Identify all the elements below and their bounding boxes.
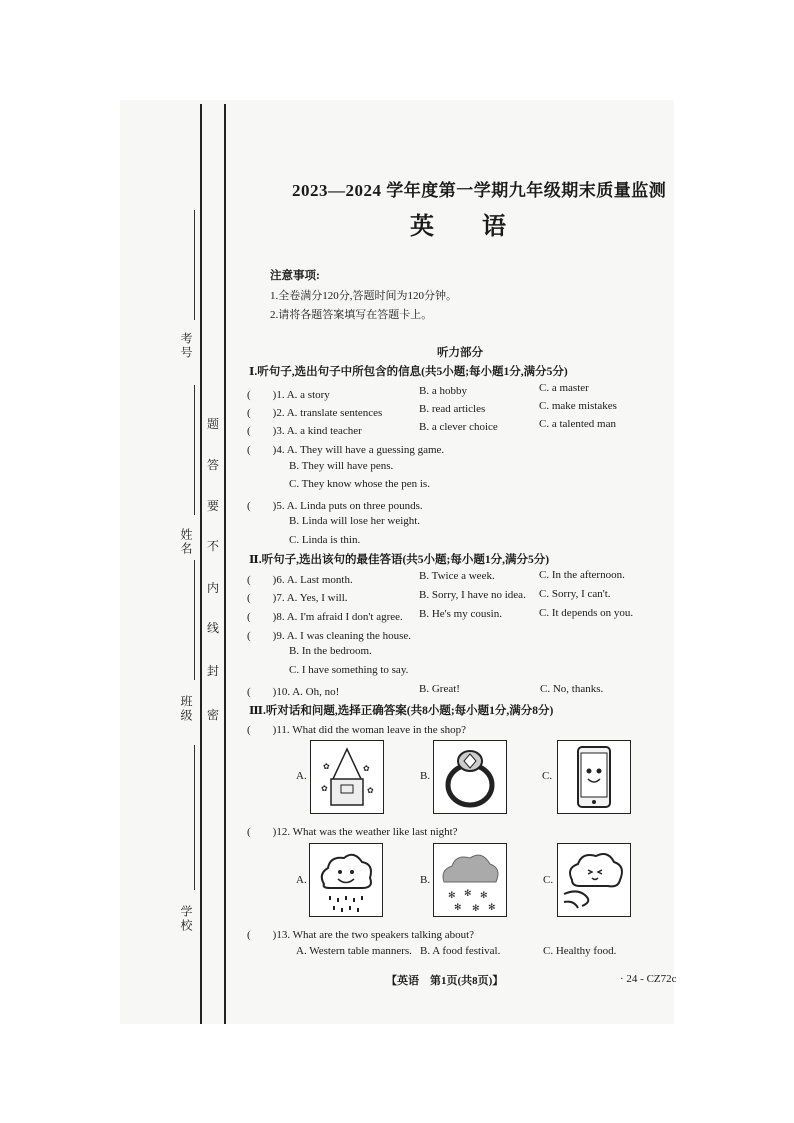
- q5-option-b: B. Linda will lose her weight.: [289, 515, 421, 527]
- q9-option-b: B. In the bedroom.: [289, 645, 372, 657]
- notice-item: 2.请将各题答案填写在答题卡上。: [270, 309, 433, 321]
- section-2-heading: Ⅱ.听句子,选出该句的最佳答语(共5小题;每小题1分,满分5分): [249, 554, 550, 566]
- svg-text:✿: ✿: [363, 764, 370, 773]
- q1-option-b: B. a hobby: [419, 385, 467, 397]
- q2-option-a: ( )2. A. translate sentences: [247, 407, 383, 419]
- q3-option-c: C. a talented man: [539, 418, 616, 430]
- exam-no-fill-line: [194, 210, 195, 320]
- q4-option-a: ( )4. A. They will have a guessing game.: [247, 444, 445, 456]
- q2-option-b: B. read articles: [419, 403, 486, 415]
- paper-code: · 24 - CZ72c: [620, 973, 677, 985]
- binding-line-outer: [200, 104, 202, 1024]
- q6-option-c: C. In the afternoon.: [539, 569, 625, 581]
- q2-option-c: C. make mistakes: [539, 400, 617, 412]
- exam-no-label: 考号: [179, 332, 193, 360]
- q8-option-a: ( )8. A. I'm afraid I don't agree.: [247, 611, 403, 623]
- page-footer: 【英语 第1页(共8页)】: [386, 975, 504, 987]
- school-label: 学校: [179, 905, 193, 933]
- q7-option-b: B. Sorry, I have no idea.: [419, 589, 526, 601]
- svg-text:✿: ✿: [323, 762, 330, 771]
- seal-char: 答: [207, 458, 220, 472]
- q11-option-b-label: B.: [420, 770, 431, 782]
- seal-char: 封: [207, 664, 220, 678]
- part-title: 听力部分: [437, 347, 483, 359]
- binding-line-inner: [224, 104, 226, 1024]
- svg-text:✻: ✻: [488, 902, 496, 912]
- bag-icon: [310, 740, 384, 814]
- q4-option-c: C. They know whose the pen is.: [289, 478, 430, 490]
- q8-option-b: B. He's my cousin.: [419, 608, 502, 620]
- subject-title: 英 语: [410, 214, 506, 240]
- q5-option-a: ( )5. A. Linda puts on three pounds.: [247, 500, 423, 512]
- exam-title: 2023—2024 学年度第一学期九年级期末质量监测: [292, 181, 667, 200]
- seal-char: 内: [207, 581, 220, 595]
- class-label: 班级: [179, 695, 193, 723]
- ring-icon: [433, 740, 507, 814]
- svg-text:✻: ✻: [464, 888, 472, 898]
- q13-option-a: A. Western table manners.: [296, 945, 412, 957]
- q7-option-a: ( )7. A. Yes, I will.: [247, 592, 348, 604]
- class-fill-line: [194, 560, 195, 680]
- q12-option-b-label: B.: [420, 874, 431, 886]
- q6-option-a: ( )6. A. Last month.: [247, 574, 353, 586]
- svg-text:✻: ✻: [454, 902, 462, 912]
- q11-option-c-label: C.: [542, 770, 553, 782]
- wind-cloud-icon: [557, 843, 631, 917]
- q13-option-b: B. A food festival.: [420, 945, 501, 957]
- name-label: 姓名: [179, 528, 193, 556]
- section-3-heading: Ⅲ.听对话和问题,选择正确答案(共8小题;每小题1分,满分8分): [249, 705, 554, 717]
- seal-char: 不: [207, 539, 220, 553]
- q1-option-c: C. a master: [539, 382, 589, 394]
- seal-char: 线: [207, 621, 220, 635]
- q11-stem: ( )11. What did the woman leave in the shop?: [247, 724, 467, 736]
- svg-text:✻: ✻: [480, 890, 488, 900]
- q11-option-a-label: A.: [296, 770, 307, 782]
- q5-option-c: C. Linda is thin.: [289, 534, 361, 546]
- q9-option-a: ( )9. A. I was cleaning the house.: [247, 630, 412, 642]
- phone-icon: [557, 740, 631, 814]
- notice-heading: 注意事项:: [270, 270, 320, 282]
- q7-option-c: C. Sorry, I can't.: [539, 588, 611, 600]
- notice-item: 1.全卷满分120分,答题时间为120分钟。: [270, 290, 457, 302]
- section-1-heading: Ⅰ.听句子,选出句子中所包含的信息(共5小题;每小题1分,满分5分): [249, 366, 568, 378]
- q10-option-c: C. No, thanks.: [540, 683, 604, 695]
- school-fill-line: [194, 745, 195, 890]
- name-fill-line: [194, 385, 195, 515]
- q12-option-c-label: C.: [543, 874, 554, 886]
- q1-option-a: ( )1. A. a story: [247, 389, 330, 401]
- seal-char: 密: [207, 708, 220, 722]
- svg-text:✻: ✻: [472, 903, 480, 913]
- q10-option-b: B. Great!: [419, 683, 460, 695]
- q3-option-b: B. a clever choice: [419, 421, 498, 433]
- svg-text:✻: ✻: [448, 890, 456, 900]
- q12-stem: ( )12. What was the weather like last night?: [247, 826, 458, 838]
- svg-text:✿: ✿: [321, 784, 328, 793]
- q4-option-b: B. They will have pens.: [289, 460, 394, 472]
- q10-option-a: ( )10. A. Oh, no!: [247, 686, 340, 698]
- seal-char: 要: [207, 499, 220, 513]
- seal-char: 题: [207, 417, 220, 431]
- q12-option-a-label: A.: [296, 874, 307, 886]
- q3-option-a: ( )3. A. a kind teacher: [247, 425, 362, 437]
- rain-cloud-icon: [309, 843, 383, 917]
- q9-option-c: C. I have something to say.: [289, 664, 409, 676]
- q13-option-c: C. Healthy food.: [543, 945, 617, 957]
- snow-cloud-icon: [433, 843, 507, 917]
- q13-stem: ( )13. What are the two speakers talking about?: [247, 929, 475, 941]
- svg-text:✿: ✿: [367, 786, 374, 795]
- q8-option-c: C. It depends on you.: [539, 607, 634, 619]
- q6-option-b: B. Twice a week.: [419, 570, 495, 582]
